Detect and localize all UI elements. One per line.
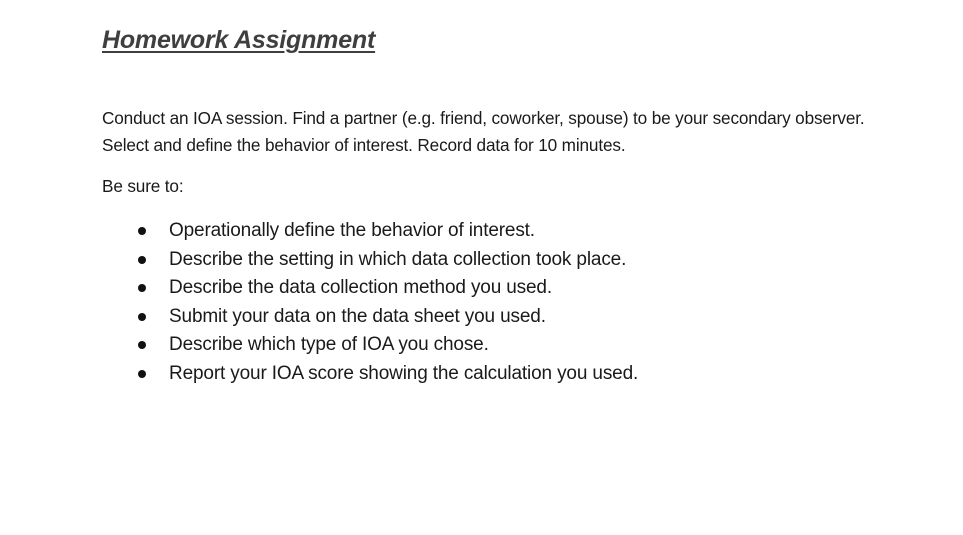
list-item-text: Operationally define the behavior of interest. [169,220,535,241]
page-title: Homework Assignment [102,26,376,54]
list-item-text: Describe the setting in which data collection took place. [169,248,627,270]
list-item-text: Describe which type of IOA you chose. [169,334,489,356]
be-sure-label: Be sure to: [102,176,184,196]
intro-line: Select and define the behavior of interest. Record data for 10 minutes. [102,135,626,155]
bullet-icon [138,256,146,264]
list-item-text: Describe the data collection method you used. [169,277,552,299]
intro-paragraph [102,105,865,159]
bullet-icon [138,341,146,349]
list-item-text: Report your IOA score showing the calculation you used. [169,362,639,384]
bullet-icon [138,313,146,321]
bullet-icon [138,227,146,235]
bullet-icon [138,284,146,292]
bullet-icon [138,370,146,378]
intro-line: Conduct an IOA session. Find a partner (e.g. friend, coworker, spouse) to be your secondary observer. [102,108,865,128]
list-item-text: Submit your data on the data sheet you used. [169,305,546,327]
